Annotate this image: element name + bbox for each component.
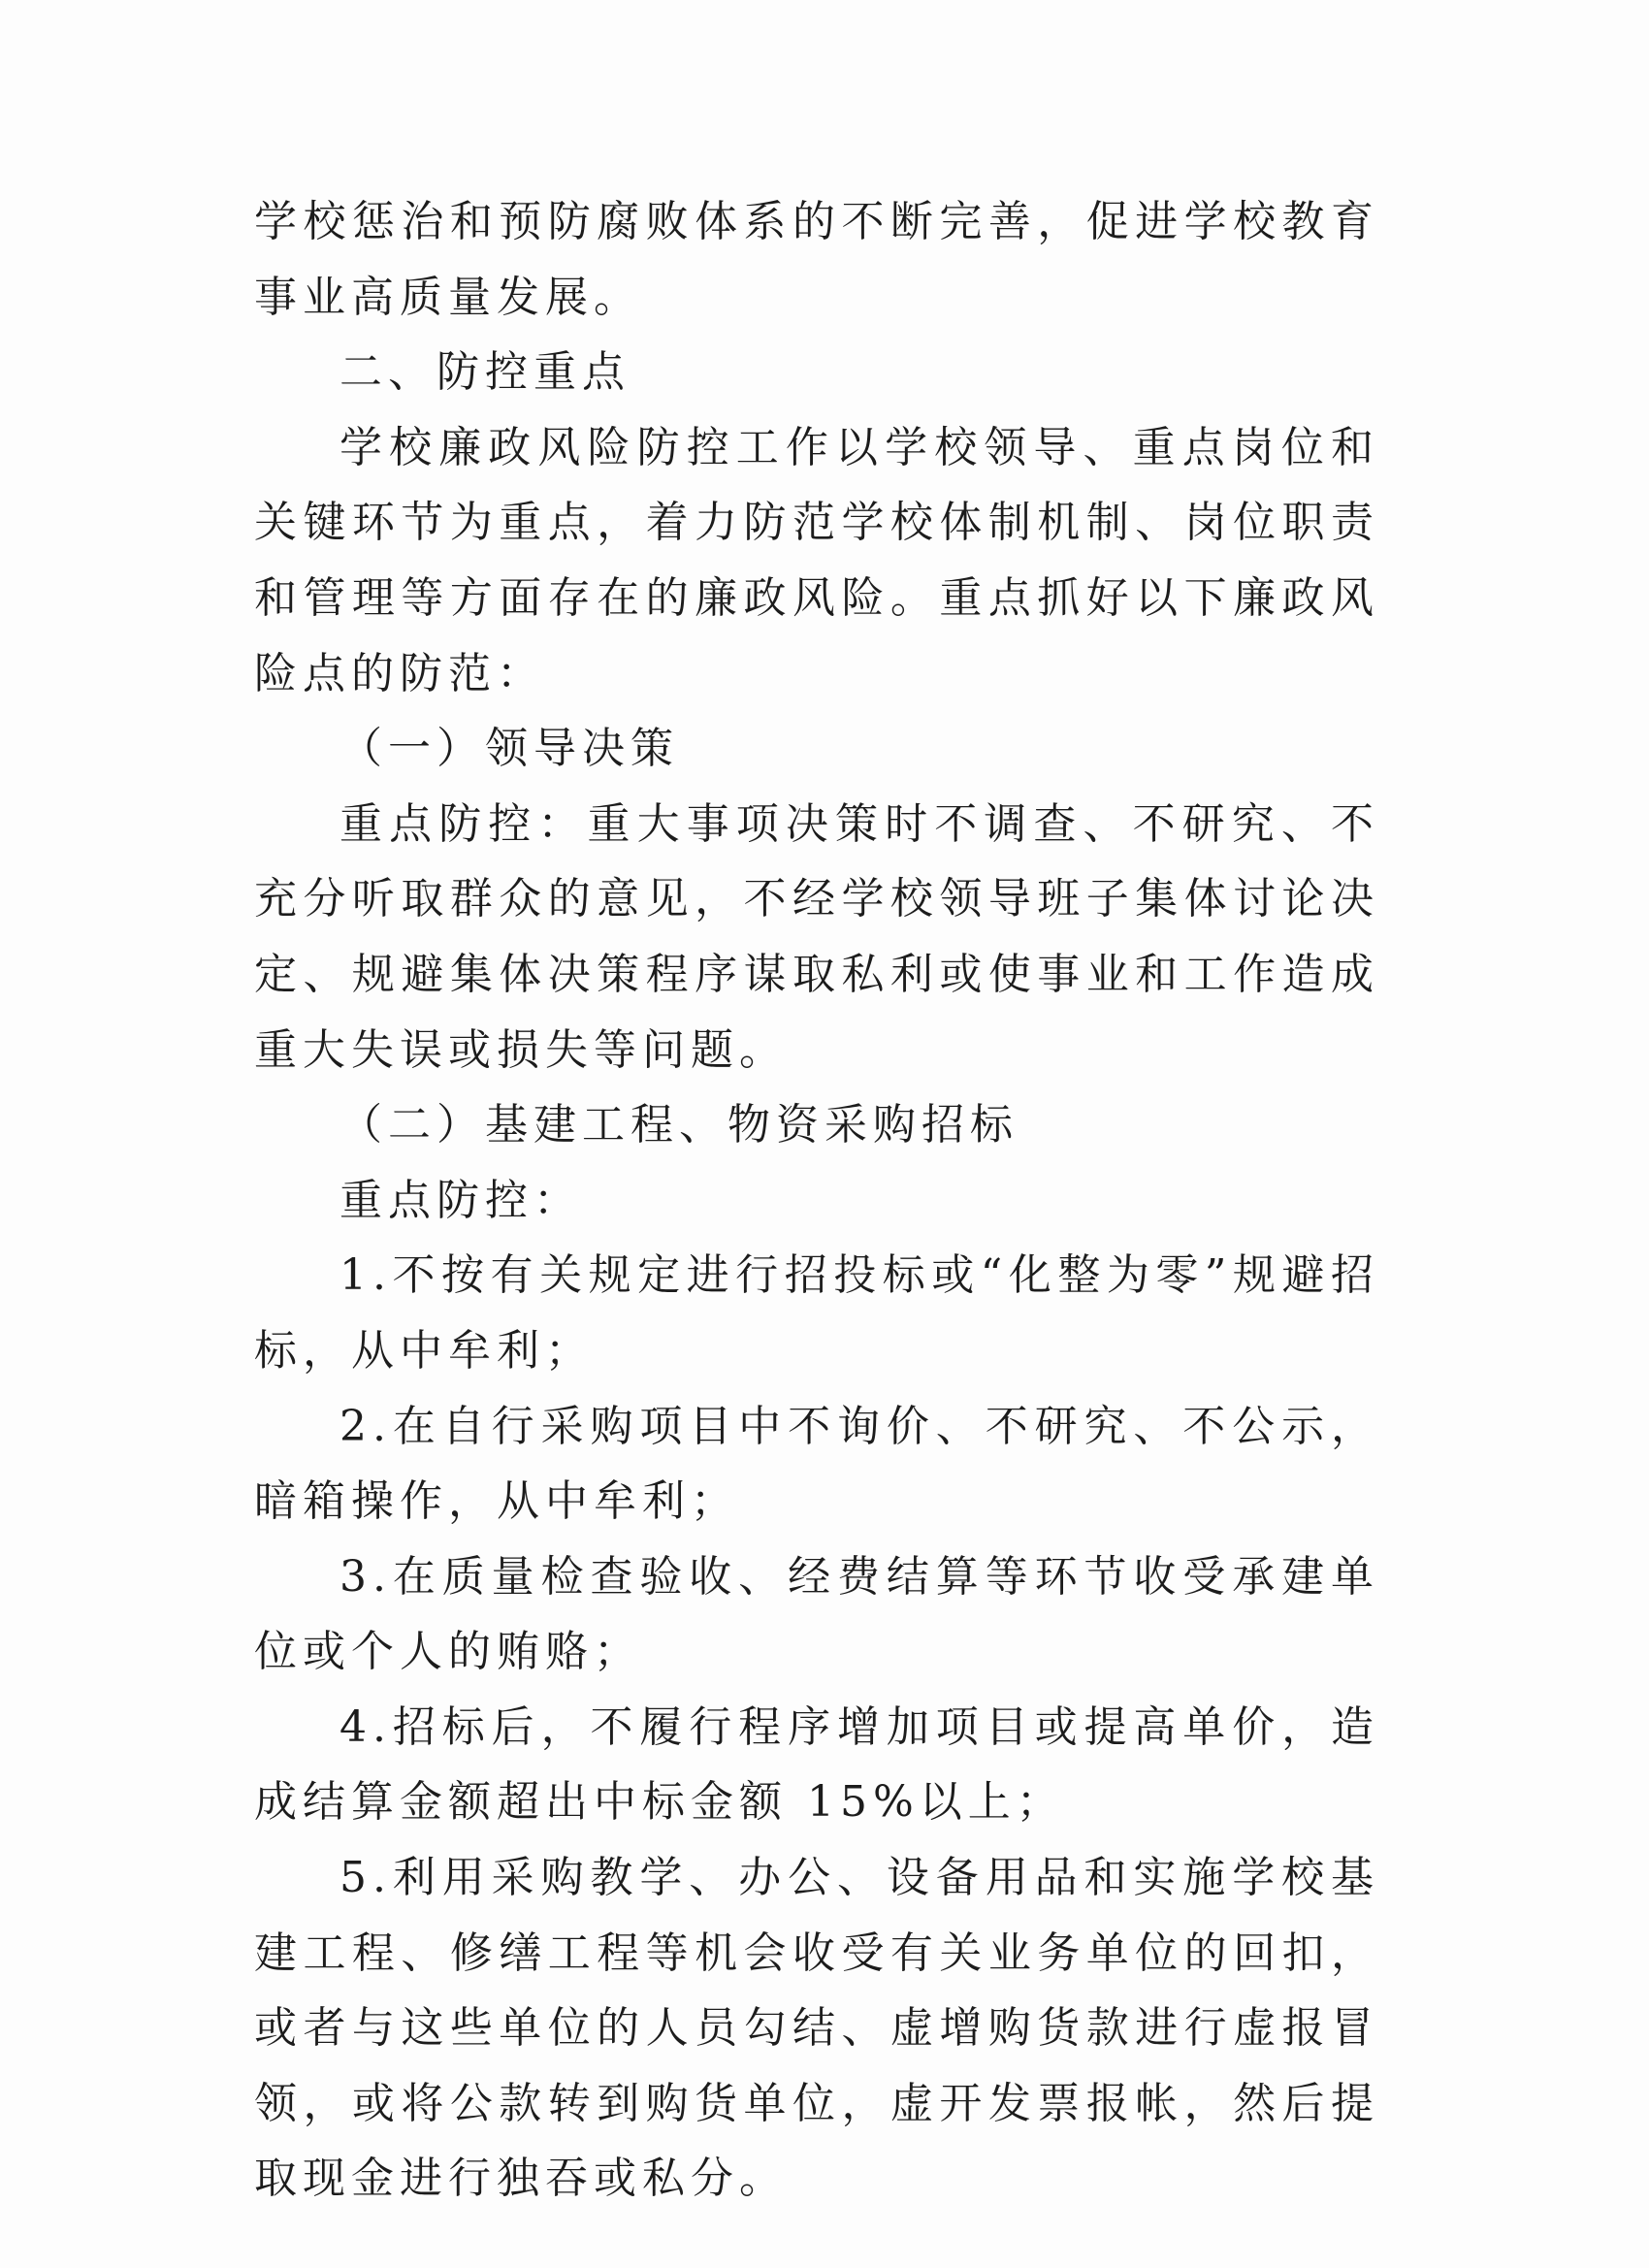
list-item-3: 3.在质量检查验收、经费结算等环节收受承建单位或个人的贿赂； — [254, 1551, 1379, 1677]
subheading-leadership-decision: （一）领导决策 — [340, 724, 679, 774]
list-item-1: 1.不按有关规定进行招投标或“化整为零”规避招标，从中牟利； — [254, 1250, 1379, 1376]
section-heading-prevention-focus: 二、防控重点 — [340, 347, 630, 398]
paragraph-intro-continuation: 学校惩治和预防腐败体系的不断完善，促进学校教育事业高质量发展。 — [254, 197, 1379, 322]
subheading-construction-procurement: （二）基建工程、物资采购招标 — [340, 1100, 1018, 1150]
list-item-2: 2.在自行采购项目中不询价、不研究、不公示，暗箱操作，从中牟利； — [254, 1401, 1379, 1527]
paragraph-section-2-body: 学校廉政风险防控工作以学校领导、重点岗位和关键环节为重点，着力防范学校体制机制、岗位职责和管理等方面存在的廉政风险。重点抓好以下廉政风险点的防范： — [254, 422, 1379, 698]
list-item-5: 5.利用采购教学、办公、设备用品和实施学校基建工程、修缮工程等机会收受有关业务单位的回扣，或者与这些单位的人员勾结、虚增购货款进行虚报冒领，或将公款转到购货单位，虚开发票报帐，然后提取现金进行独吞或私分。 — [254, 1853, 1379, 2204]
document-body — [254, 184, 1379, 2217]
paragraph-key-control-label: 重点防控： — [340, 1175, 582, 1225]
list-item-4: 4.招标后，不履行程序增加项目或提高单价，造成结算金额超出中标金额 15%以上； — [254, 1701, 1379, 1828]
paragraph-leadership-decision-body: 重点防控：重大事项决策时不调查、不研究、不充分听取群众的意见，不经学校领导班子集体讨论决定、规避集体决策程序谋取私利或使事业和工作造成重大失误或损失等问题。 — [254, 798, 1379, 1075]
